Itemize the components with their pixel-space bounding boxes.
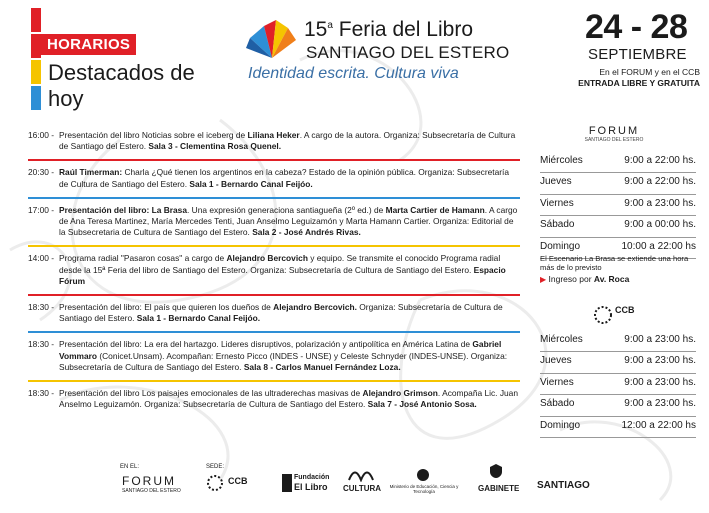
- footer-santiago: SANTIAGO: [537, 480, 590, 491]
- schedule-day: Sábado: [540, 398, 575, 410]
- event-highlight: Alejandro Bercovich.: [273, 302, 357, 313]
- forum-logo-sub: SANTIAGO DEL ESTERO: [584, 137, 644, 143]
- footer-en-el: EN EL:: [120, 464, 140, 470]
- ministerio-icon: [414, 468, 432, 482]
- event-description: [59, 253, 520, 287]
- triangle-icon: ▶: [540, 275, 547, 284]
- event-text: (Conicet.Unsam). Acompañan: Ernesto Picco (INDES - UNSE) y Celeste Schnyder (INDES-UNSE). Organiza: Subsecretaría de Cultura de Santiago del Estero.: [59, 350, 508, 372]
- feria-city: SANTIAGO DEL ESTERO: [306, 43, 510, 62]
- event-highlight: Presentación del libro: La Brasa: [59, 204, 187, 215]
- schedule-row: [540, 173, 696, 194]
- schedule-hours: 9:00 a 23:00 hs.: [624, 197, 696, 209]
- schedule-day: Viernes: [540, 376, 574, 388]
- event-time: 18:30 -: [28, 339, 55, 350]
- event-item: [28, 299, 520, 328]
- event-highlight: Sala 3 - Clementina Rosa Quenel.: [148, 141, 282, 152]
- schedule-hours: 9:00 a 22:00 hs.: [624, 155, 696, 166]
- schedule-row: [540, 216, 696, 237]
- schedule-day: Domingo: [540, 240, 581, 252]
- schedule-hours: 9:00 a 23:00 hs.: [624, 355, 696, 367]
- event-item: [28, 127, 520, 156]
- schedule-hours: 9:00 a 00:00 hs.: [624, 219, 696, 231]
- event-highlight: Sala 2 - José Andrés Rivas.: [252, 227, 361, 238]
- event-text: Presentación del libro Noticias sobre el iceberg de: [59, 130, 248, 140]
- footer-sponsors: [0, 460, 709, 513]
- event-item: [28, 336, 520, 377]
- schedule-row: [540, 352, 696, 373]
- event-time: 20:30 -: [28, 167, 55, 178]
- footer-cultura: CULTURA: [343, 484, 382, 493]
- schedule-day: Domingo: [540, 419, 581, 431]
- event-highlight: Sala 7 - José Antonio Sosa.: [367, 399, 477, 410]
- schedule-day: Sábado: [540, 219, 575, 231]
- footer-forum-logo: FORUM: [122, 474, 176, 488]
- schedule-day: Miércoles: [540, 155, 583, 166]
- schedule-hours: 9:00 a 23:00 hs.: [624, 376, 696, 388]
- event-text: . Una expresión generaciona santiagueña (2º ed.) de: [187, 204, 386, 215]
- events-list: [28, 127, 520, 414]
- feria-motto: Identidad escrita. Cultura viva: [248, 65, 459, 82]
- ccb-circle-icon: [206, 474, 224, 492]
- page-title: Destacados de hoy: [48, 60, 195, 111]
- ccb-logo: [593, 302, 663, 328]
- footer-fundacion: Fundación: [294, 474, 330, 481]
- schedule-day: Miércoles: [540, 334, 583, 345]
- event-highlight: Alejandro Bercovich: [226, 253, 308, 264]
- event-text: Charla ¿Qué tienen los argentinos en la cabeza? Estado de la opinión pública. Organiza: Subsecretaría de Cultura de Santiago del Estero.: [59, 167, 510, 189]
- schedule-day: Jueves: [540, 355, 572, 367]
- event-time: 14:00 -: [28, 253, 55, 264]
- ingreso-info: ▶ Ingreso por Av. Roca: [540, 274, 630, 284]
- event-description: [59, 205, 520, 239]
- event-month: SEPTIEMBRE: [588, 46, 687, 63]
- schedule-hours: 9:00 a 23:00 hs.: [624, 334, 696, 345]
- color-bar-yellow: [31, 60, 41, 84]
- header-color-bars: [31, 8, 41, 110]
- event-item: [28, 202, 520, 243]
- schedule-row: [540, 195, 696, 216]
- schedule-day: Viernes: [540, 197, 574, 209]
- feria-title: 15$^a$ Feria del Libro: [304, 18, 473, 41]
- footer-gabinete: GABINETE: [478, 484, 520, 493]
- event-highlight: Raúl Timerman:: [59, 167, 123, 178]
- footer-el-libro: El Libro: [294, 482, 328, 492]
- event-separator: [28, 159, 520, 161]
- book-icon: [282, 474, 292, 492]
- schedule-row: [540, 417, 696, 438]
- event-text: . A cargo de la autora. Organiza: Subsecretaría de Cultura de Santiago del Estero.: [59, 130, 516, 152]
- event-dates: 24 - 28: [585, 8, 688, 46]
- schedule-hours: 9:00 a 22:00 hs.: [624, 176, 696, 188]
- color-bar-red-2: [31, 34, 41, 58]
- footer-ccb-logo: CCB: [228, 476, 248, 486]
- color-bar-blue: [31, 86, 41, 110]
- venue-line: En el FORUM y en el CCB: [599, 67, 700, 77]
- event-text: . Acompaña Lic. Juan Anselmo Leguizamón. Organiza: Subsecretaría de Cultura de Santiago del Estero.: [59, 388, 518, 410]
- event-separator: [28, 331, 520, 333]
- event-text: Presentación del libro Los paisajes emocionales de las ultraderechas masivas de: [59, 388, 363, 399]
- gabinete-shield-icon: [488, 463, 504, 479]
- schedule-hours: 12:00 a 22:00 hs: [621, 419, 696, 431]
- horarios-tag: HORARIOS: [41, 34, 136, 55]
- venue-info: [560, 67, 700, 89]
- event-description: [59, 167, 520, 189]
- ccb-schedule: [540, 331, 696, 438]
- event-text: Programa radial "Pasaron cosas" a cargo de: [59, 253, 227, 264]
- event-highlight: Sala 1 - Bernardo Canal Feijóo.: [189, 178, 313, 189]
- book-logo-icon: [246, 18, 298, 62]
- event-separator: [28, 197, 520, 199]
- event-item: [28, 164, 520, 193]
- footer-ministerio: Ministerio de Educación, Ciencia y Tecnología: [389, 484, 459, 494]
- schedule-hours: 10:00 a 22:00 hs: [621, 240, 696, 252]
- schedule-hours: 9:00 a 23:00 hs.: [624, 398, 696, 410]
- entry-info: ENTRADA LIBRE Y GRATUITA: [578, 78, 700, 88]
- event-time: 18:30 -: [28, 388, 55, 399]
- event-description: [59, 130, 520, 152]
- event-time: 17:00 -: [28, 204, 55, 215]
- schedule-day: Jueves: [540, 176, 572, 188]
- event-text: Presentación del libro: La era del hartazgo. Lideres disruptivos, polarización y antipolítica en América Latina de: [59, 339, 473, 350]
- event-highlight: Marta Cartier de Hamann: [385, 204, 485, 215]
- footer-forum-sub: SANTIAGO DEL ESTERO: [122, 488, 181, 494]
- event-item: [28, 250, 520, 291]
- event-separator: [28, 380, 520, 382]
- event-text: . A cargo de Ana Teresa Martinez, María Mercedes Tenti, Juan Anselmo Leguizamón y Marta Hamann Cartier. Organiza: Editorial de la Subsecretaria de Cultura de Santiago del Estero.: [59, 204, 518, 238]
- event-text: Organiza: Subsecretaría de Cultura de Santiago del Estero.: [59, 302, 503, 324]
- schedule-row: [540, 152, 696, 173]
- forum-logo: [580, 125, 648, 143]
- cultura-icon: [347, 468, 375, 482]
- event-highlight: Liliana Heker: [247, 130, 300, 140]
- schedule-row: [540, 395, 696, 416]
- event-highlight: Gabriel Vommaro: [59, 339, 502, 361]
- event-separator: [28, 245, 520, 247]
- event-description: [59, 302, 520, 324]
- event-description: [59, 339, 520, 373]
- event-description: [59, 388, 520, 410]
- event-separator: [28, 294, 520, 296]
- la-brasa-note: El Escenario La Brasa se extiende una hora más de lo previsto: [540, 254, 689, 272]
- ccb-logo-text: CCB: [615, 305, 635, 315]
- footer-sede: SEDE:: [206, 464, 225, 470]
- event-time: 18:30 -: [28, 302, 55, 313]
- event-highlight: Sala 1 - Bernardo Canal Feijóo.: [136, 313, 261, 324]
- schedule-row: [540, 331, 696, 352]
- color-bar-red: [31, 8, 41, 32]
- forum-schedule: [540, 152, 696, 259]
- event-text: Presentación del libro: El país que quieren los dueños de: [59, 302, 274, 313]
- schedule-row: [540, 374, 696, 395]
- event-highlight: Espacio Fórum: [59, 264, 506, 286]
- event-item: [28, 385, 520, 414]
- forum-logo-text: FORUM: [588, 125, 640, 137]
- event-highlight: Alejandro Grimson: [362, 388, 438, 399]
- event-text: y equipo. Se transmite el conocido Programa radial desde la 15ª Feria del libro de Santiago del Estero. Organiza: Subsecretaría de Cultura de Santiago del Estero.: [59, 253, 501, 275]
- event-time: 16:00 -: [28, 130, 55, 140]
- event-highlight: Sala 8 - Carlos Manuel Fernández Loza.: [243, 361, 401, 372]
